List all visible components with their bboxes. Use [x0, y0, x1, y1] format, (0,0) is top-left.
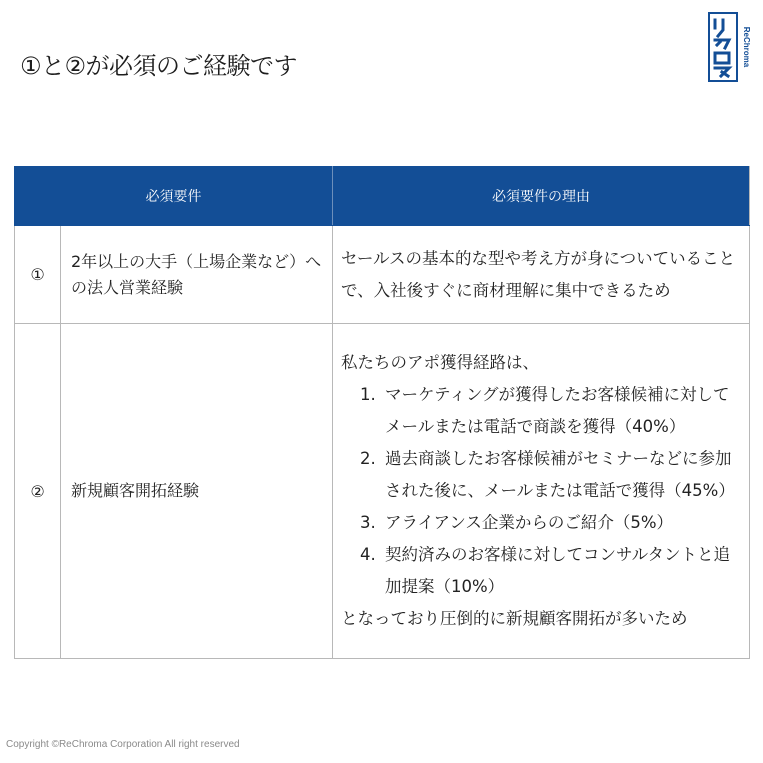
- table-row: [15, 226, 750, 324]
- requirement-text: 新規顧客開拓経験: [61, 324, 333, 659]
- rechroma-logo: [708, 12, 751, 82]
- reason-outro: となっており圧倒的に新規顧客開拓が多いため: [341, 609, 688, 628]
- row-number: ②: [15, 324, 61, 659]
- reason-intro: 私たちのアポ獲得経路は、: [341, 353, 539, 372]
- copyright-footer: Copyright ©ReChroma Corporation All right reserved: [6, 739, 240, 750]
- table-header-row: [15, 167, 750, 226]
- header-reason: 必須要件の理由: [333, 167, 750, 226]
- list-item: 3. アライアンス企業からのご紹介（5%）: [381, 507, 745, 539]
- slide-title: ①と②が必須のご経験です: [20, 52, 298, 80]
- reason-text: セールスの基本的な型や考え方が身についていることで、入社後すぐに商材理解に集中できるため: [333, 226, 750, 324]
- list-item: 2. 過去商談したお客様候補がセミナーなどに参加された後に、メールまたは電話で獲得（45%）: [381, 443, 745, 507]
- table-row: [15, 324, 750, 659]
- reason-list: [341, 379, 745, 603]
- requirement-text: 2年以上の大手（上場企業など）への法人営業経験: [61, 226, 333, 324]
- header-requirement: 必須要件: [15, 167, 333, 226]
- reason-cell: [333, 324, 750, 659]
- logo-side-text: ReChroma: [742, 26, 751, 68]
- list-item: 1. マーケティングが獲得したお客様候補に対してメールまたは電話で商談を獲得（40%）: [381, 379, 745, 443]
- row-number: ①: [15, 226, 61, 324]
- requirements-table: [14, 166, 750, 659]
- list-item: 4. 契約済みのお客様に対してコンサルタントと追加提案（10%）: [381, 539, 745, 603]
